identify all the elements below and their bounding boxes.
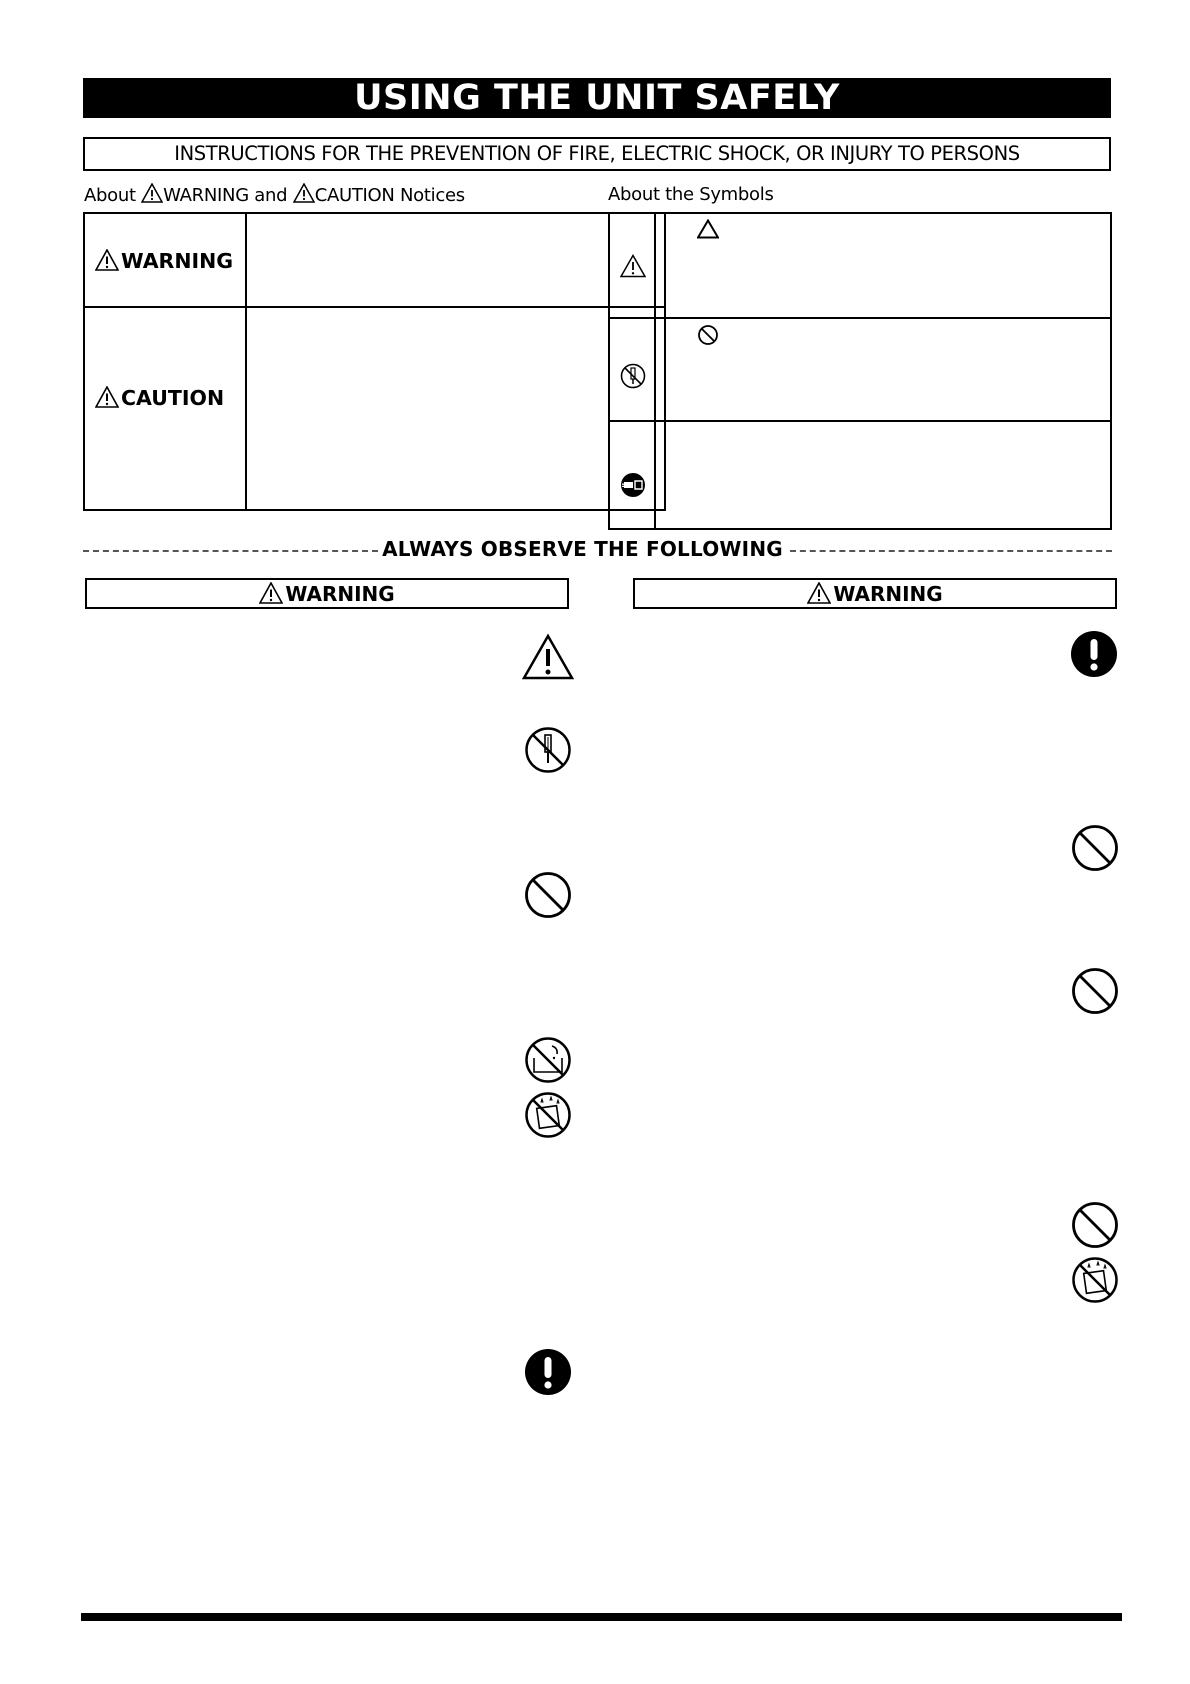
symbols-table (608, 212, 1112, 530)
prohibited-icon (1071, 967, 1119, 1015)
no-disassemble-icon (620, 363, 646, 389)
notices-heading-and: and (254, 185, 288, 206)
bottom-rule (81, 1613, 1122, 1621)
notices-heading (84, 183, 465, 206)
warning-triangle-icon (522, 633, 574, 681)
symbol-row-unplug (610, 422, 1110, 528)
table-divider (654, 319, 656, 420)
page-subtitle: INSTRUCTIONS FOR THE PREVENTION OF FIRE, ELECTRIC SHOCK, OR INJURY TO PERSONS (83, 137, 1111, 171)
warning-triangle-icon (141, 183, 163, 203)
notices-heading-caution: CAUTION (314, 185, 395, 206)
caution-label (95, 386, 224, 410)
warning-label (95, 249, 233, 273)
warning-triangle-icon (807, 582, 831, 604)
prohibited-icon (697, 324, 719, 346)
right-warning-header (633, 578, 1117, 609)
no-water-icon (524, 1036, 572, 1084)
symbol-row-triangle (610, 214, 1110, 319)
mandatory-icon (524, 1348, 572, 1396)
symbols-heading: About the Symbols (608, 184, 774, 205)
warning-triangle-icon (95, 249, 119, 271)
notice-table (83, 212, 666, 511)
table-divider (245, 308, 247, 509)
warning-triangle-icon (259, 582, 283, 604)
caution-label-text: CAUTION (121, 386, 225, 410)
notice-row-caution (85, 308, 664, 509)
symbol-row-prohibited (610, 319, 1110, 422)
warning-triangle-icon (95, 386, 119, 408)
no-disassemble-icon (524, 726, 572, 774)
dashed-divider (83, 550, 378, 552)
left-warning-header (85, 578, 569, 609)
observe-heading: ALWAYS OBSERVE THE FOLLOWING (382, 537, 783, 561)
table-divider (654, 422, 656, 528)
prohibited-icon (524, 871, 572, 919)
mandatory-icon (1070, 630, 1118, 678)
prohibited-icon (1071, 824, 1119, 872)
warning-triangle-icon (293, 183, 315, 203)
unplug-icon (620, 472, 646, 498)
left-warning-label: WARNING (285, 582, 395, 606)
notices-heading-notices: Notices (400, 185, 465, 206)
warning-triangle-icon (620, 254, 646, 278)
table-divider (245, 214, 247, 306)
notices-heading-warning: WARNING (163, 185, 249, 206)
notice-row-warning (85, 214, 664, 308)
no-wet-icon (1071, 1256, 1119, 1304)
right-warning-label: WARNING (833, 582, 943, 606)
prohibited-icon (1071, 1201, 1119, 1249)
notices-heading-about: About (84, 185, 136, 206)
table-divider (654, 214, 656, 317)
warning-triangle-icon (697, 219, 719, 239)
page-title: USING THE UNIT SAFELY (83, 78, 1111, 118)
warning-label-text: WARNING (121, 249, 234, 273)
no-wet-icon (524, 1091, 572, 1139)
dashed-divider (790, 550, 1112, 552)
